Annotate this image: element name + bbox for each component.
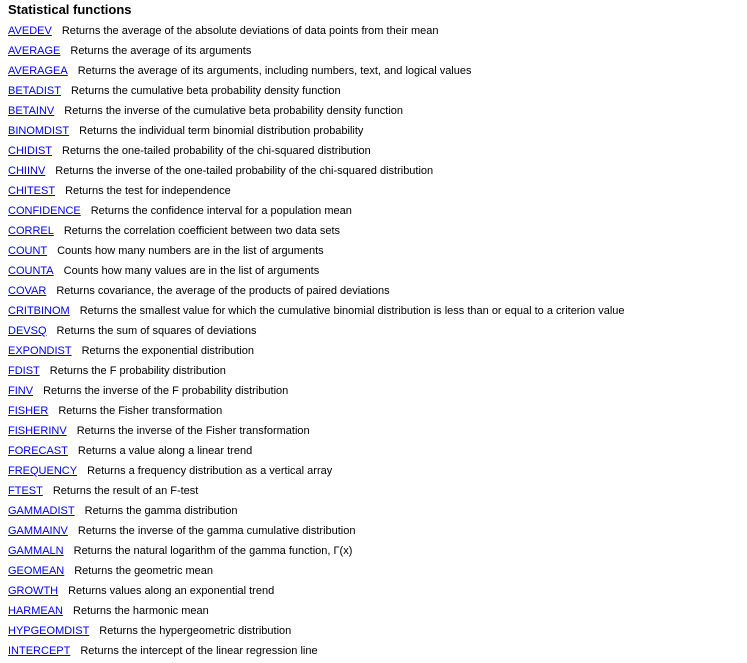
- function-row: [8, 541, 747, 561]
- function-description: Returns the F probability distribution: [49, 365, 226, 377]
- page-title: Statistical functions: [8, 2, 132, 17]
- function-description: Returns the correlation coefficient between two data sets: [63, 225, 341, 237]
- function-link[interactable]: CORREL: [8, 225, 54, 237]
- function-description: Returns the gamma distribution: [84, 505, 238, 517]
- function-description: Returns values along an exponential trend: [68, 585, 275, 597]
- function-description: Returns the natural logarithm of the gamma function, Γ(x): [73, 545, 353, 557]
- function-row: [8, 581, 747, 601]
- function-description: Returns a frequency distribution as a vertical array: [87, 465, 333, 477]
- function-link[interactable]: COUNTA: [8, 265, 54, 277]
- function-link[interactable]: FISHERINV: [8, 425, 67, 437]
- function-row: [8, 81, 747, 101]
- function-link[interactable]: EXPONDIST: [8, 345, 72, 357]
- function-list: [8, 21, 747, 661]
- function-row: [8, 321, 747, 341]
- function-link[interactable]: BETADIST: [8, 85, 61, 97]
- function-row: [8, 381, 747, 401]
- function-link[interactable]: GEOMEAN: [8, 565, 65, 577]
- function-description: Returns the result of an F-test: [52, 485, 199, 497]
- function-link[interactable]: CHITEST: [8, 185, 56, 197]
- function-link[interactable]: FINV: [8, 385, 34, 397]
- function-link[interactable]: FTEST: [8, 485, 43, 497]
- function-description: Returns the inverse of the Fisher transformation: [76, 425, 310, 437]
- function-description: Returns the inverse of the gamma cumulative distribution: [77, 525, 356, 537]
- function-link[interactable]: BINOMDIST: [8, 125, 70, 137]
- function-row: [8, 621, 747, 641]
- function-link[interactable]: AVEDEV: [8, 25, 52, 37]
- function-link[interactable]: GROWTH: [8, 585, 59, 597]
- function-row: [8, 241, 747, 261]
- function-description: Returns the average of the absolute deviations of data points from their mean: [61, 25, 439, 37]
- function-link[interactable]: FISHER: [8, 405, 49, 417]
- function-description: Returns the inverse of the one-tailed probability of the chi-squared distribution: [55, 165, 434, 177]
- function-description: Returns the average of its arguments, including numbers, text, and logical values: [77, 65, 472, 77]
- function-link[interactable]: CHIINV: [8, 165, 46, 177]
- function-link[interactable]: AVERAGEA: [8, 65, 68, 77]
- function-link[interactable]: FORECAST: [8, 445, 68, 457]
- function-link[interactable]: CRITBINOM: [8, 305, 70, 317]
- function-row: [8, 21, 747, 41]
- function-description: Returns the smallest value for which the cumulative binomial distribution is less than or equal to a criterion value: [79, 305, 625, 317]
- function-link[interactable]: GAMMALN: [8, 545, 64, 557]
- function-link[interactable]: GAMMADIST: [8, 505, 75, 517]
- function-description: Counts how many numbers are in the list of arguments: [57, 245, 324, 257]
- function-row: [8, 561, 747, 581]
- function-row: [8, 181, 747, 201]
- function-description: Returns the test for independence: [65, 185, 231, 197]
- function-description: Returns covariance, the average of the products of paired deviations: [56, 285, 390, 297]
- function-row: [8, 101, 747, 121]
- function-row: [8, 221, 747, 241]
- function-row: [8, 401, 747, 421]
- function-description: Returns the one-tailed probability of the chi-squared distribution: [62, 145, 371, 157]
- function-row: [8, 301, 747, 321]
- function-description: Returns the individual term binomial distribution probability: [79, 125, 364, 137]
- function-row: [8, 261, 747, 281]
- function-row: [8, 481, 747, 501]
- function-link[interactable]: HARMEAN: [8, 605, 64, 617]
- function-row: [8, 341, 747, 361]
- function-description: Returns the exponential distribution: [81, 345, 255, 357]
- function-row: [8, 641, 747, 661]
- function-link[interactable]: CONFIDENCE: [8, 205, 81, 217]
- function-row: [8, 461, 747, 481]
- function-link[interactable]: HYPGEOMDIST: [8, 625, 90, 637]
- function-row: [8, 521, 747, 541]
- function-link[interactable]: GAMMAINV: [8, 525, 68, 537]
- function-link[interactable]: INTERCEPT: [8, 645, 71, 657]
- function-description: Returns a value along a linear trend: [77, 445, 253, 457]
- function-row: [8, 141, 747, 161]
- function-row: [8, 121, 747, 141]
- function-row: [8, 361, 747, 381]
- function-link[interactable]: CHIDIST: [8, 145, 52, 157]
- function-link[interactable]: COUNT: [8, 245, 48, 257]
- function-link[interactable]: FREQUENCY: [8, 465, 78, 477]
- function-row: [8, 61, 747, 81]
- function-row: [8, 41, 747, 61]
- function-description: Returns the hypergeometric distribution: [99, 625, 292, 637]
- function-description: Returns the confidence interval for a population mean: [90, 205, 352, 217]
- function-row: [8, 441, 747, 461]
- function-row: [8, 281, 747, 301]
- function-link[interactable]: AVERAGE: [8, 45, 61, 57]
- function-description: Returns the geometric mean: [74, 565, 214, 577]
- function-description: Returns the cumulative beta probability density function: [70, 85, 341, 97]
- function-row: [8, 201, 747, 221]
- function-description: Returns the intercept of the linear regression line: [80, 645, 318, 657]
- function-description: Returns the Fisher transformation: [58, 405, 223, 417]
- function-description: Returns the inverse of the F probability distribution: [43, 385, 289, 397]
- function-link[interactable]: DEVSQ: [8, 325, 47, 337]
- function-row: [8, 601, 747, 621]
- function-row: [8, 161, 747, 181]
- function-link[interactable]: BETAINV: [8, 105, 55, 117]
- function-row: [8, 501, 747, 521]
- function-description: Returns the harmonic mean: [73, 605, 209, 617]
- function-row: [8, 421, 747, 441]
- function-description: Returns the average of its arguments: [70, 45, 252, 57]
- function-description: Counts how many values are in the list of arguments: [63, 265, 320, 277]
- function-link[interactable]: COVAR: [8, 285, 47, 297]
- function-description: Returns the inverse of the cumulative beta probability density function: [64, 105, 404, 117]
- function-link[interactable]: FDIST: [8, 365, 40, 377]
- function-description: Returns the sum of squares of deviations: [56, 325, 257, 337]
